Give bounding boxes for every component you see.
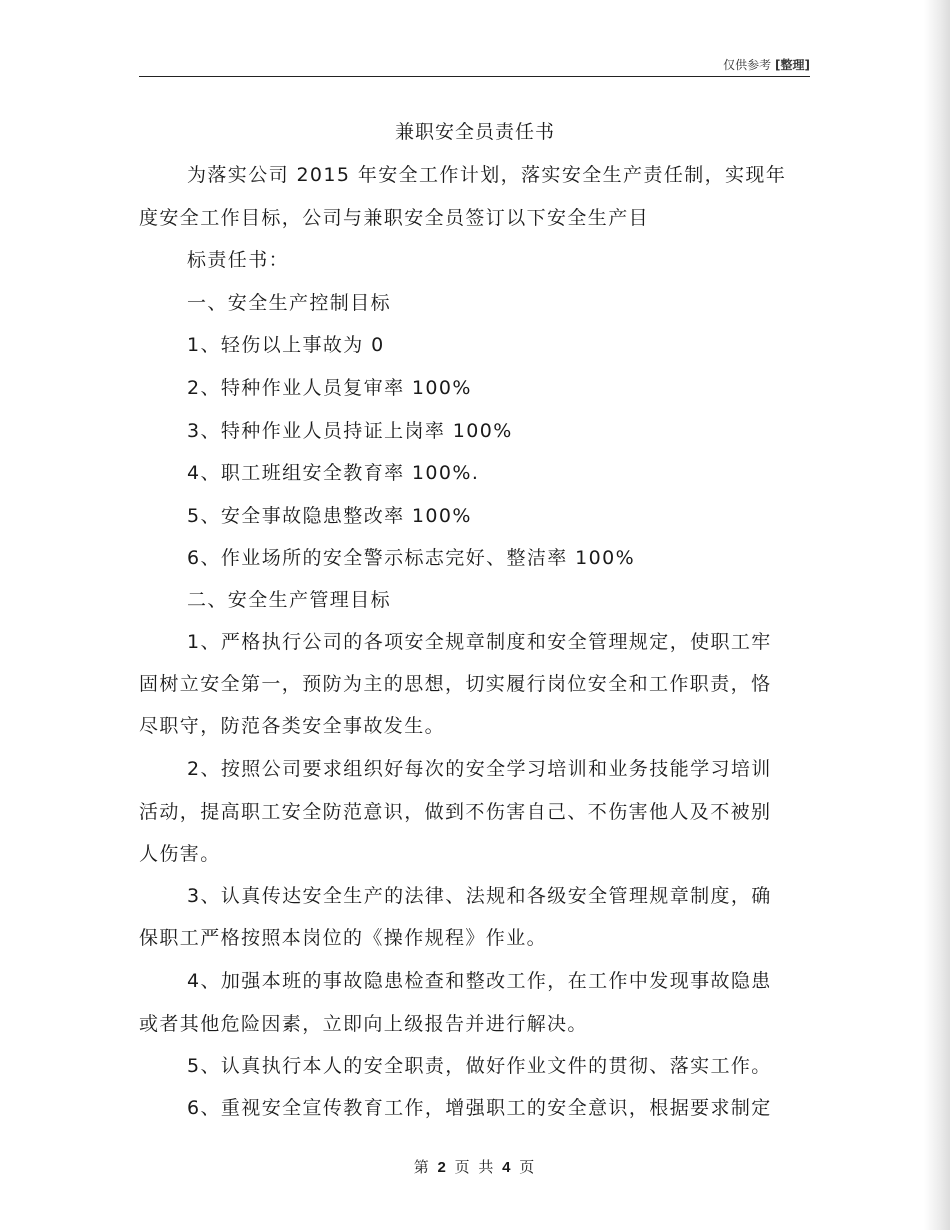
- body-line: 5、安全事故隐患整改率 100%: [187, 505, 472, 527]
- body-line: 3、认真传达安全生产的法律、法规和各级安全管理规章制度，确: [187, 885, 772, 907]
- page-footer: [0, 1156, 950, 1177]
- body-line: 5、认真执行本人的安全职责，做好作业文件的贯彻、落实工作。: [187, 1055, 772, 1077]
- body-line: 或者其他危险因素，立即向上级报告并进行解决。: [139, 1013, 588, 1035]
- body-line: 一、安全生产控制目标: [187, 292, 392, 314]
- body-line: 6、作业场所的安全警示标志完好、整洁率 100%: [187, 547, 636, 569]
- body-line: 4、加强本班的事故隐患检查和整改工作，在工作中发现事故隐患: [187, 970, 772, 992]
- body-line: 1、严格执行公司的各项安全规章制度和安全管理规定，使职工牢: [187, 631, 772, 653]
- body-line: 4、职工班组安全教育率 100%.: [187, 462, 480, 484]
- header-rule: [139, 76, 810, 77]
- body-line: 6、重视安全宣传教育工作，增强职工的安全意识，根据要求制定: [187, 1097, 772, 1119]
- body-line: 2、特种作业人员复审率 100%: [187, 377, 472, 399]
- body-line: 尽职守，防范各类安全事故发生。: [139, 715, 446, 737]
- page-edge-shadow: [924, 0, 950, 1230]
- body-line: 固树立安全第一，预防为主的思想，切实履行岗位安全和工作职责，恪: [139, 673, 772, 695]
- document-title: 兼职安全员责任书: [394, 121, 555, 143]
- footer-prefix: 第: [413, 1158, 431, 1176]
- body-line: 3、特种作业人员持证上岗率 100%: [187, 420, 513, 442]
- body-line: 1、轻伤以上事故为 0: [187, 334, 385, 356]
- body-line: 保职工严格按照本岗位的《操作规程》作业。: [139, 927, 548, 949]
- header-note-bracket: [整理]: [775, 58, 810, 72]
- footer-middle: 页 共: [454, 1158, 496, 1176]
- body-line: 活动，提高职工安全防范意识，做到不伤害自己、不伤害他人及不被别: [139, 801, 772, 823]
- header-note: [723, 56, 810, 73]
- body-line: 二、安全生产管理目标: [187, 589, 392, 611]
- footer-total-pages: 4: [502, 1159, 513, 1176]
- footer-suffix: 页: [519, 1158, 537, 1176]
- body-line: 为落实公司 2015 年安全工作计划，落实安全生产责任制，实现年: [187, 164, 787, 186]
- footer-page-number: 2: [437, 1159, 448, 1176]
- body-line: 2、按照公司要求组织好每次的安全学习培训和业务技能学习培训: [187, 758, 772, 780]
- body-line: 标责任书：: [187, 249, 290, 271]
- body-line: 人伤害。: [139, 843, 221, 865]
- header-note-text: 仅供参考: [723, 58, 772, 72]
- body-line: 度安全工作目标，公司与兼职安全员签订以下安全生产目: [139, 207, 650, 229]
